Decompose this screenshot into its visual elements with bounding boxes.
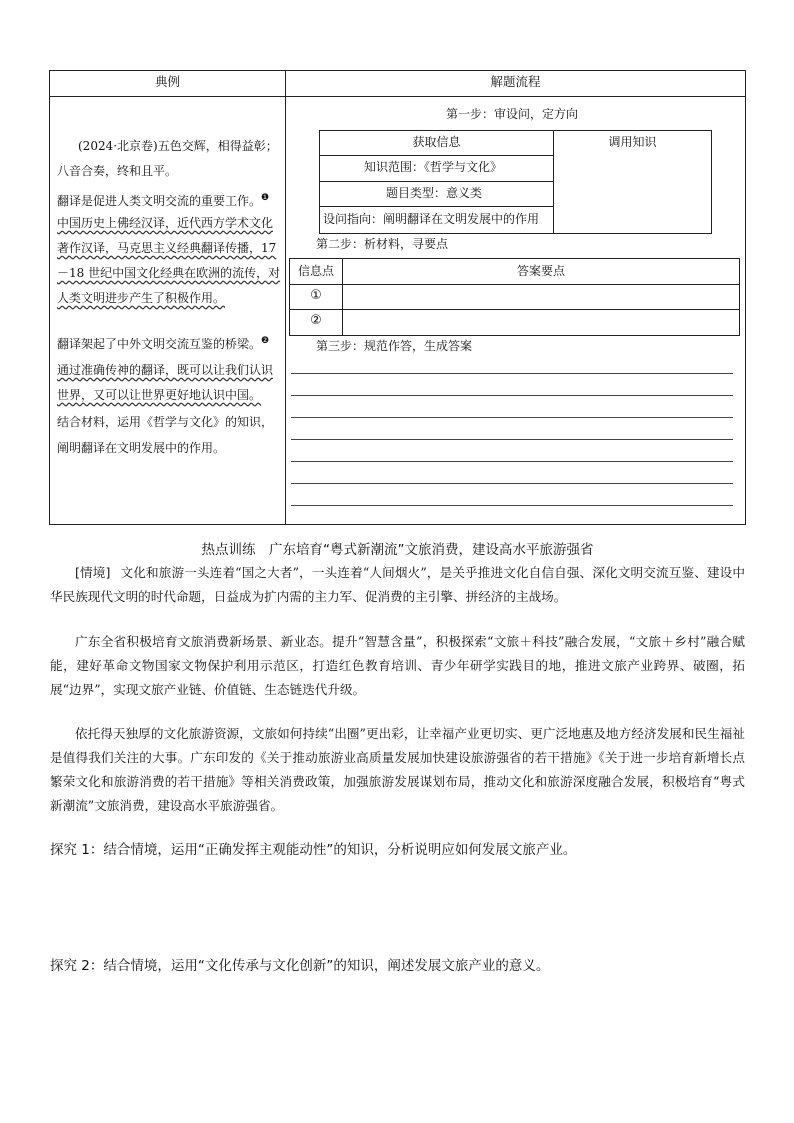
example-question: 结合材料，运用《哲学与文化》的知识， bbox=[57, 415, 274, 429]
answer-line bbox=[291, 483, 733, 484]
hot-topic-title: 热点训练 广东培育“粤式新潮流”文旅消费，建设高水平旅游强省 bbox=[201, 542, 594, 558]
info-scope: 知识范围：《哲学与文化》 bbox=[364, 160, 503, 174]
example-line: 翻译是促进人类文明交流的重要工作。$^❶$ bbox=[57, 193, 270, 208]
step1-table-border bbox=[319, 233, 712, 234]
answer-line bbox=[291, 461, 733, 462]
marker-2: ❷ bbox=[261, 336, 270, 346]
answer-line bbox=[291, 373, 733, 374]
col-knowledge-header: 调用知识 bbox=[608, 135, 657, 149]
example-line-underlined: 世界，又可以让世界更好地认识中国。 bbox=[57, 388, 262, 402]
step1-table-border bbox=[319, 206, 553, 207]
step1-title: 第一步：审设问，定方向 bbox=[446, 107, 579, 121]
info-type: 题目类型：意义类 bbox=[386, 186, 483, 200]
step1-table-border bbox=[319, 130, 712, 131]
example-line-underlined: 著作汉译，马克思主义经典翻译传播，17 bbox=[57, 241, 277, 255]
question-1: 探究 1：结合情境，运用“正确发挥主观能动性”的知识，分析说明应如何发展文旅产业。 bbox=[50, 842, 577, 858]
point-row-1: ① bbox=[310, 288, 322, 303]
step1-table-border bbox=[711, 130, 712, 234]
table-border-top bbox=[49, 70, 746, 71]
example-line-underlined: 人类文明进步产生了积极作用。 bbox=[57, 291, 226, 305]
example-line: 八音合奏，终和且平。 bbox=[57, 164, 178, 178]
col-point-header: 信息点 bbox=[297, 264, 334, 278]
table-border-header bbox=[49, 96, 746, 97]
step2-table-border bbox=[289, 335, 740, 336]
step2-table-border bbox=[739, 258, 740, 336]
example-line: 翻译架起了中外文明交流互鉴的桥梁。$^❷$ bbox=[57, 336, 270, 351]
step2-table-border bbox=[289, 258, 740, 259]
context-paragraph-3: 依托得天独厚的文化旅游资源，文旅如何持续“出圈”更出彩，让幸福产业更切实、更广泛地惠及地方经济发展和民生福祉是值得我们关注的大事。广东印发的《关于推动旅游业高质量发展加快建设旅游强省的若干措施》《关于进一步培育新增长点繁荣文化和旅游消费的若干措施》等相关消费政策，加强旅游发展谋划布局，推动文化和旅游深度融合发展，积极培育“粤式新潮流”文旅消费，建设高水平旅游强省。 bbox=[50, 726, 745, 813]
point-row-2: ② bbox=[310, 313, 322, 328]
step3-title: 第三步：规范作答，生成答案 bbox=[316, 339, 473, 353]
table-border-mid bbox=[285, 70, 286, 525]
example-line: (2024·北京卷)五色交辉，相得益彰； bbox=[78, 139, 278, 153]
example-question: 阐明翻译在文明发展中的作用。 bbox=[57, 441, 226, 455]
answer-line bbox=[291, 395, 733, 396]
example-line-underlined: 中国历史上佛经汉译，近代西方学术文化 bbox=[57, 216, 274, 230]
table-border-bottom bbox=[49, 524, 746, 525]
answer-line bbox=[291, 439, 733, 440]
context-paragraph-1: [情境] 文化和旅游一头连着“国之大者”，一头连着“人间烟火”，是关乎推进文化自信自强、深化文明交流互鉴、建设中华民族现代文明的时代命题，日益成为扩内需的主力军、促消费的主引擎、拼经济的主战场。 bbox=[50, 565, 745, 604]
answer-line bbox=[291, 505, 733, 506]
step2-title: 第二步：析材料，寻要点 bbox=[316, 237, 449, 251]
col-info-header: 获取信息 bbox=[412, 135, 461, 149]
col-answer-header: 答案要点 bbox=[516, 264, 565, 278]
step1-table-border bbox=[319, 181, 553, 182]
example-line-underlined: 通过准确传神的翻译，既可以让我们认识 bbox=[57, 363, 274, 377]
example-line-underlined: －18 世纪中国文化经典在欧洲的流传，对 bbox=[57, 266, 281, 280]
table-border-left bbox=[49, 70, 50, 525]
answer-line bbox=[291, 417, 733, 418]
step2-table-border bbox=[289, 284, 740, 285]
info-direction: 设问指向：阐明翻译在文明发展中的作用 bbox=[323, 212, 540, 226]
header-example: 典例 bbox=[154, 74, 180, 89]
marker-1: ❶ bbox=[261, 193, 270, 203]
table-border-right bbox=[745, 70, 746, 525]
question-2: 探究 2：结合情境，运用“文化传承与文化创新”的知识，阐述发展文旅产业的意义。 bbox=[50, 958, 550, 974]
context-paragraph-2: 广东全省积极培育文旅消费新场景、新业态。提升“智慧含量”，积极探索“文旅＋科技”融合发展，“文旅＋乡村”融合赋能，建好革命文物国家文物保护利用示范区，打造红色教育培训、青少年研学实践目的地，推进文旅产业跨界、破圈，拓展“边界”，实现文旅产业链、价值链、生态链迭代升级。 bbox=[50, 634, 745, 697]
step2-table-border bbox=[289, 309, 740, 310]
step1-table-border bbox=[319, 155, 553, 156]
context-tag: [情境] bbox=[75, 565, 111, 580]
header-flow: 解题流程 bbox=[490, 74, 541, 89]
